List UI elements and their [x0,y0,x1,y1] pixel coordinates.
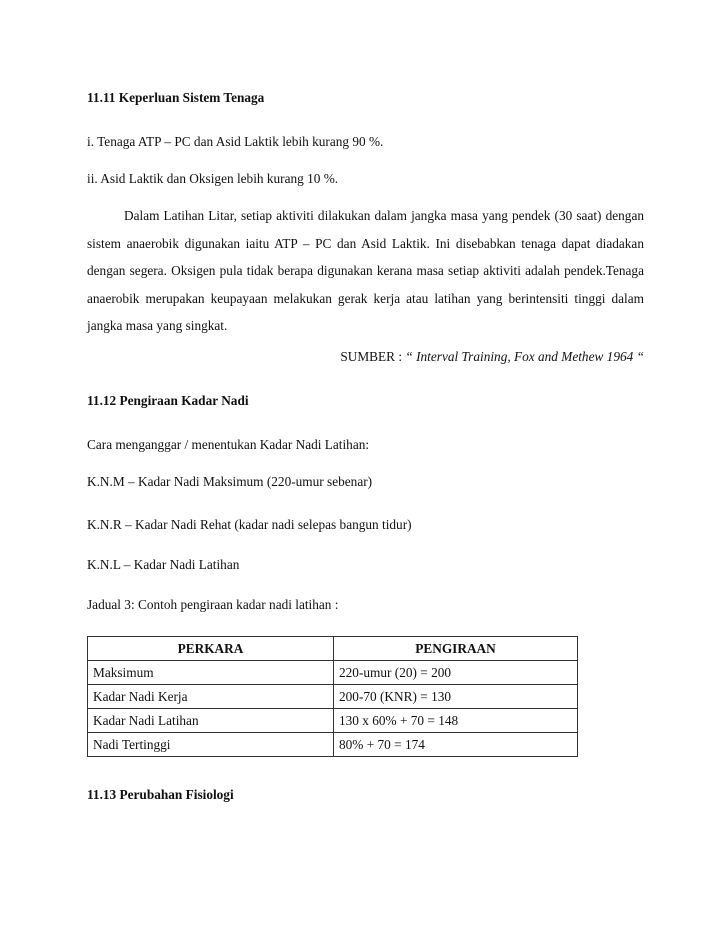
section-heading-11-13: 11.13 Perubahan Fisiologi [87,787,234,802]
definition-knr: K.N.R – Kadar Nadi Rehat (kadar nadi selepas bangun tidur) [87,517,412,532]
body-paragraph-circuit-training: Dalam Latihan Litar, setiap aktiviti dilakukan dalam jangka masa yang pendek (30 saat) dengan sistem anaerobik digunakan iaitu ATP – PC dan Asid Laktik. Ini disebabkan tenaga dapat diadakan dengan segera. Oksigen pula tidak berapa digunakan kerana masa setiap aktiviti adalah pendek.Tenaga anaerobik merupakan keupayaan melakukan gerak kerja atau latihan yang berintensiti tinggi dalam jangka masa yang singkat. [87,208,644,333]
table-cell-perkara: Kadar Nadi Kerja [88,685,334,709]
table-row [88,685,578,709]
table-row [88,661,578,685]
source-label: SUMBER : [340,349,406,364]
definition-knl: K.N.L – Kadar Nadi Latihan [87,557,240,572]
table-header-pengiraan: PENGIRAAN [334,637,578,661]
source-citation [340,349,644,365]
table-caption: Jadual 3: Contoh pengiraan kadar nadi latihan : [87,597,339,612]
table-cell-pengiraan: 220-umur (20) = 200 [334,661,578,685]
heart-rate-table [87,636,578,757]
table-cell-pengiraan: 200-70 (KNR) = 130 [334,685,578,709]
list-item-energy-atp-pc: i. Tenaga ATP – PC dan Asid Laktik lebih kurang 90 %. [87,134,384,149]
section-heading-11-11: 11.11 Keperluan Sistem Tenaga [87,90,265,105]
table-cell-pengiraan: 80% + 70 = 174 [334,733,578,757]
table-header-perkara: PERKARA [88,637,334,661]
definition-knm: K.N.M – Kadar Nadi Maksimum (220-umur sebenar) [87,474,373,489]
list-item-energy-oxygen: ii. Asid Laktik dan Oksigen lebih kurang 10 %. [87,171,339,186]
section-heading-11-12: 11.12 Pengiraan Kadar Nadi [87,393,249,408]
table-row [88,709,578,733]
table-row [88,733,578,757]
table-header-row [88,637,578,661]
calculation-intro: Cara menganggar / menentukan Kadar Nadi Latihan: [87,437,370,452]
source-title: “ Interval Training, Fox and Methew 1964 “ [405,349,644,364]
table-cell-pengiraan: 130 x 60% + 70 = 148 [334,709,578,733]
table-cell-perkara: Kadar Nadi Latihan [88,709,334,733]
table-cell-perkara: Maksimum [88,661,334,685]
table-cell-perkara: Nadi Tertinggi [88,733,334,757]
